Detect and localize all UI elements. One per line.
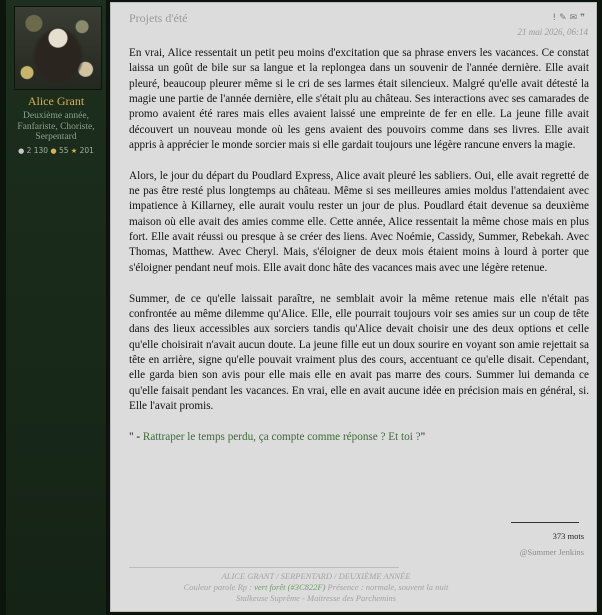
- chat-bubble-icon: ●: [18, 147, 25, 155]
- dialog-text: Rattraper le temps perdu, ça compte comme réponse ? Et toi ?: [142, 430, 421, 443]
- post-actions: [552, 13, 588, 23]
- coin-icon: ●: [50, 147, 57, 155]
- dialog-line: [129, 430, 589, 445]
- forum-post: [110, 2, 597, 612]
- dialog-close: ": [420, 430, 426, 443]
- alert-icon[interactable]: !: [552, 13, 560, 23]
- paragraph: Alors, le jour du départ du Poudlard Express, Alice avait pleuré les sabliers. Oui, elle avait regretté de ne pas être resté plus longtemps au château. Même si ses meilleures amies moldus l'attendaient avec impatience à Killarney, elle aurait voulu rester un jour de plus. Poudlard était devenue sa deuxième maison où elle avait des amies comme elle. Cette année, Alice ressentait la même chose mais en plus fort. Elle avait réussi ou presque à se créer des liens. Avec Noémie, Cassidy, Summer, Rebekah. Avec Thomas, Matthew. Avec Cheryl. Mais, s'éloigner de deux mois étaient moins à lourd à porter que s'éloigner pendant neuf mois. Elle avait donc hâte des vacances mais avec une légère retenue.: [129, 169, 589, 274]
- description-line: Serpentard: [35, 132, 77, 142]
- signature-color: vert forêt (#3C822F): [254, 582, 326, 592]
- quote-icon[interactable]: ❞: [580, 13, 588, 23]
- post-title[interactable]: Projets d'été: [129, 11, 188, 25]
- signature-presence: Présence : normale, souvent la nuit: [325, 582, 449, 592]
- author-stats: [6, 146, 106, 155]
- signature-divider: [129, 567, 399, 568]
- mail-icon[interactable]: ✉: [569, 13, 581, 23]
- description-line: Fanfariste, Choriste,: [17, 121, 95, 132]
- author-name[interactable]: Alice Grant: [27, 94, 85, 108]
- paragraph: Summer, de ce qu'elle laissait paraître, ne semblait avoir la même retenue mais elle n'était pas confrontée au même dilemme qu'Alice. Elle, elle pourrait toujours voir ses amies sur un coup de tête dans des lieux accessibles aux sorciers tandis qu'Alice devait choisir une des deux options et celle qu'elle choisirait n'avait aucun doute. La jeune fille eut un doux sourire en voyant son amie rejettait sa tête en arrière, signe qu'elle pouvait vraiment plus des cours, accentuant ce qu'elle disait. Cependant, elle garda bien son avis pour elle mais elle en avait pas marre des cours. Summer lui demanda ce qu'elle faisait pendant les vacances. En vrai, elle en avait aucune idée en précision mais en général, si. Elle l'avait promis.: [129, 292, 589, 412]
- author-description: [8, 111, 104, 143]
- description-line: Deuxième année,: [23, 111, 89, 121]
- signature-line: Stalkeuse Suprême - Maitresse des Parchemins: [235, 593, 397, 603]
- user-tag[interactable]: @Summer Jenkins: [519, 547, 584, 557]
- signature-line: ALICE GRANT / SERPENTARD / DEUXIÈME ANNÉE: [221, 571, 411, 581]
- dialog-open: " -: [129, 430, 143, 443]
- signature-label: Couleur parole Rp :: [183, 582, 255, 592]
- word-count: 373 mots: [552, 531, 584, 541]
- edit-icon[interactable]: ✎: [559, 13, 570, 23]
- stars-count: 201: [79, 146, 94, 155]
- avatar[interactable]: [14, 6, 102, 90]
- message-count: 2 130: [26, 146, 49, 155]
- author-sidebar: [6, 0, 107, 615]
- post-date: 21 mai 2026, 06:14: [517, 27, 588, 37]
- paragraph: En vrai, Alice ressentait un petit peu moins d'excitation que sa phrase envers les vacances. Ce constat laissa un goût de bile sur sa langue et la replongea dans un souvenir de l'année dernière. Elle avait pleuré, beaucoup pleurer même si le cri de ses larmes était silencieux. Malgré qu'elle avait détesté la magie une partie de l'année dernière, elle s'était plu au château. Ses interactions avec ses camarades de promo avaient été rares mais elles avaient laissé une empreinte de fer en elle. La jeune fille avait découvert un nouveau monde où les gens avaient des pouvoirs comme dans ses livres. Elle avait appris à apprécier le monde sorcier mais si elle gardait toujours une légère rancune envers la magie.: [129, 47, 589, 152]
- star-icon: ★: [70, 147, 78, 155]
- signature: [171, 571, 461, 604]
- divider: [511, 522, 579, 523]
- signature-line: [171, 582, 461, 593]
- post-body: [129, 46, 589, 445]
- points-count: 55: [58, 146, 69, 155]
